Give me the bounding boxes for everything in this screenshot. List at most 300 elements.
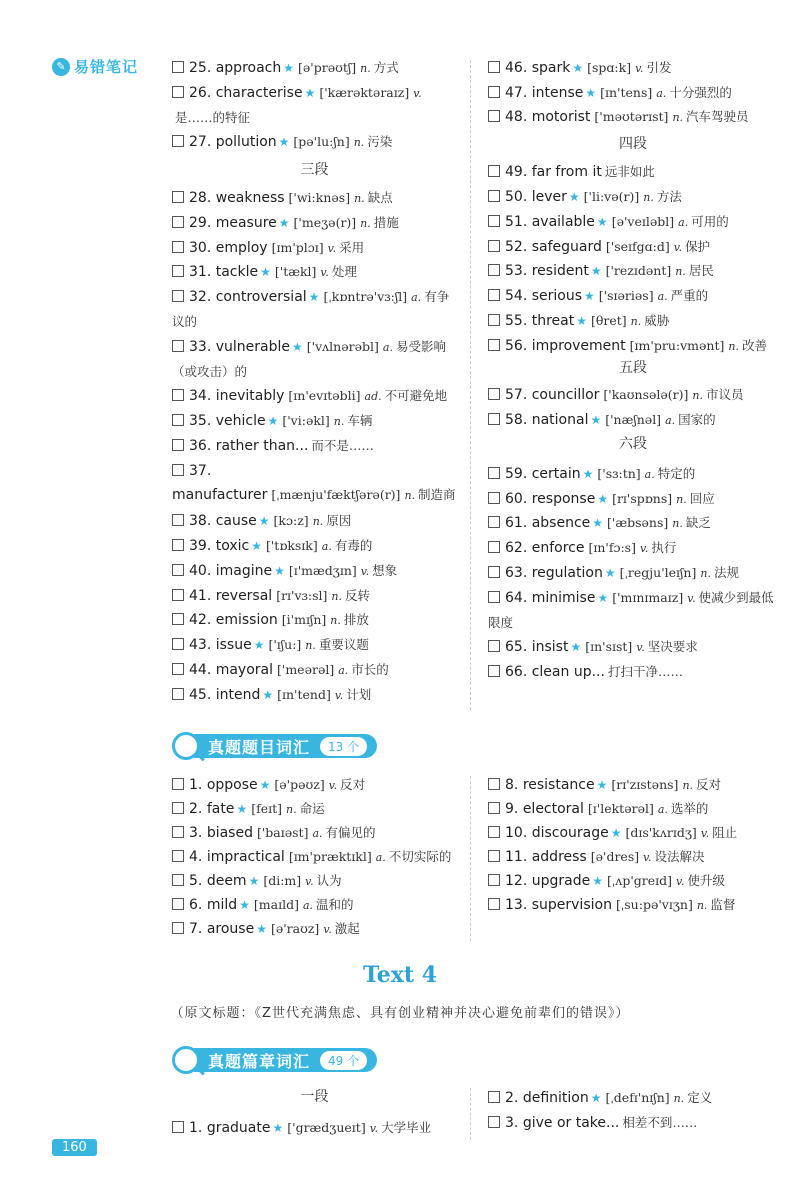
magnifier-icon [172,732,200,760]
section-subheading: 五段 [619,360,647,376]
checkbox[interactable] [488,110,500,122]
checkbox[interactable] [172,539,184,551]
entry-number: 8. [505,777,519,793]
star-icon: ★ [568,190,580,204]
checkbox[interactable] [488,898,500,910]
page-number: 160 [52,1139,97,1156]
checkbox[interactable] [172,663,184,675]
entry-part-of-speech: n. [353,136,365,149]
entry-meaning: 激起 [334,921,360,936]
entry-part-of-speech: n. [728,340,739,353]
entry-meaning: 重要议题 [318,637,369,652]
star-icon: ★ [585,86,597,100]
checkbox[interactable] [488,190,500,202]
entry-part-of-speech: v. [320,266,329,279]
checkbox[interactable] [172,778,184,790]
star-icon: ★ [570,640,582,654]
entry-meaning: 反对 [696,777,722,792]
column-divider [470,1088,471,1140]
entry-meaning: 有偏见的 [325,825,376,840]
entry-phonetic: [dɪs'kʌrɪdʒ] [625,825,697,840]
entry-meaning: 排放 [343,612,369,627]
star-icon: ★ [596,215,608,229]
entry-number: 7. [189,921,203,937]
checkbox[interactable] [172,802,184,814]
entry-phonetic: ['ɪʃu:] [268,637,302,652]
entry-meaning: 采用 [339,240,365,255]
entry-meaning: 是……的特征 [175,110,251,125]
checkbox[interactable] [172,826,184,838]
entry-part-of-speech: v. [334,689,344,702]
checkbox[interactable] [488,541,500,553]
vocab-entry [488,235,778,260]
entry-number: 34. [189,388,212,404]
entry-phonetic: ['sɜ:tn] [597,466,641,481]
entry-word: upgrade [531,873,591,889]
entry-phonetic: ['li:və(r)] [583,189,640,204]
entry-word: characterise [215,85,303,101]
entry-part-of-speech: n. [330,614,341,627]
star-icon: ★ [258,514,270,528]
entry-number: 36. [189,438,212,454]
entry-meaning: 处理 [331,264,357,279]
checkbox[interactable] [172,61,184,73]
entry-word: oppose [206,777,258,793]
entry-phonetic: [ɪm'plɔɪ] [271,240,324,255]
checkbox[interactable] [488,61,500,73]
original-title: （原文标题：《Z世代充满焦虑、具有创业精神并决心避免前辈们的错误》） [170,1006,630,1021]
vocab-entry [172,260,457,285]
star-icon: ★ [278,216,290,230]
section-subheading: 三段 [300,162,329,178]
entry-number: 43. [189,637,212,653]
entry-phonetic: ['meərəl] [277,662,335,677]
checkbox[interactable] [172,898,184,910]
magnifier-icon [172,1046,200,1074]
entry-part-of-speech: n. [673,1092,685,1105]
entry-number: 51. [505,214,528,230]
entry-meaning: 十分强烈的 [669,85,732,100]
entry-word: toxic [215,538,250,554]
entry-phonetic: ['baɪəst] [256,825,309,840]
vocab-entry [488,561,778,586]
checkbox[interactable] [488,826,500,838]
entry-phonetic: ['seɪfgɑ:d] [605,239,670,254]
entry-part-of-speech: n. [331,590,343,603]
entry-word: give or take... [522,1115,620,1131]
part1-right-column [488,56,778,716]
checkbox[interactable] [172,86,184,98]
entry-number: 38. [189,513,212,529]
entry-word: absence [531,515,591,531]
entry-part-of-speech: v. [360,565,370,578]
entry-number: 57. [505,387,528,403]
entry-word: spark [531,60,571,76]
entry-meaning: 易受影响（或攻击）的 [172,339,446,379]
entry-meaning: 远非如此 [604,164,655,179]
entry-number: 25. [189,60,212,76]
vocab-entry [488,210,778,235]
entry-meaning: 措施 [373,215,399,230]
entry-phonetic: [rɪ'zɪstəns] [611,777,679,792]
entry-part-of-speech: a. [312,827,323,840]
entry-phonetic: ['vʌlnərəbl] [306,339,379,354]
entry-number: 37. [189,463,212,479]
star-icon: ★ [308,290,320,304]
entry-word: graduate [206,1120,271,1136]
entry-meaning: 回应 [689,491,715,506]
checkbox[interactable] [172,613,184,625]
checkbox[interactable] [488,289,500,301]
entry-meaning: 反对 [340,777,366,792]
entry-phonetic: [ˌmænju'fæktʃərə(r)] [271,487,401,502]
checkbox[interactable] [488,240,500,252]
vocab-entry [488,334,778,359]
checkbox[interactable] [172,850,184,862]
entry-part-of-speech: v. [676,875,685,888]
checkbox[interactable] [172,340,184,352]
entry-part-of-speech: a. [411,291,422,304]
vocab-entry [488,185,778,210]
vocab-entry [488,845,778,870]
checkbox[interactable] [488,591,500,603]
checkbox[interactable] [172,464,184,476]
vocab-entry [172,186,457,211]
checkbox[interactable] [172,135,184,147]
checkbox[interactable] [172,389,184,401]
entry-number: 40. [189,563,212,579]
entry-part-of-speech: n. [630,315,642,328]
entry-part-of-speech: n. [305,639,316,652]
entry-word: reversal [215,588,273,604]
vocab-entry [488,284,778,309]
entry-meaning: 特定的 [657,466,696,481]
vocab-entry [488,1086,778,1111]
vocab-entry [488,586,778,635]
entry-word: biased [206,825,253,841]
entry-word: definition [522,1090,589,1106]
entry-word: mayoral [215,662,274,678]
entry-part-of-speech: n. [682,779,694,792]
entry-word: address [531,849,587,865]
entry-part-of-speech: n. [312,515,324,528]
checkbox[interactable] [488,388,500,400]
checkbox[interactable] [172,191,184,203]
vocab-entry [488,511,778,536]
entry-word: emission [215,612,278,628]
checkbox[interactable] [488,86,500,98]
entry-phonetic: [ɪn'fɔ:s] [588,540,636,555]
vocab-entry [172,211,457,236]
star-icon: ★ [283,61,294,75]
vocab-entry [172,409,457,434]
entry-phonetic: [ə'veɪləbl] [611,214,675,229]
entry-number: 64. [505,590,528,606]
vocab-entry [488,635,778,660]
checkbox[interactable] [488,1116,500,1128]
star-icon: ★ [253,638,265,652]
checkbox[interactable] [488,640,500,652]
star-icon: ★ [590,413,602,427]
entry-part-of-speech: v. [687,592,696,605]
section-subheading: 六段 [619,436,647,452]
star-icon: ★ [259,778,271,792]
checkbox[interactable] [488,413,500,425]
vocab-entry [172,658,457,683]
entry-part-of-speech: n. [696,899,708,912]
checkbox[interactable] [488,516,500,528]
entry-meaning: 不切实际的 [388,849,452,864]
banner-count: 13 个 [320,737,367,756]
entry-phonetic: [ə'raʊz] [270,921,320,936]
banner-count: 49 个 [320,1051,367,1070]
checkbox[interactable] [488,467,500,479]
entry-phonetic: ['məʊtərɪst] [594,109,669,124]
entry-meaning: 使升级 [687,873,725,888]
entry-meaning: 国家的 [678,412,716,427]
entry-number: 2. [505,1090,519,1106]
star-icon: ★ [597,492,609,506]
star-icon: ★ [590,264,602,278]
entry-meaning: 反转 [345,588,371,603]
entry-number: 35. [189,413,212,429]
checkbox[interactable] [172,241,184,253]
checkbox[interactable] [488,874,500,886]
checkbox[interactable] [172,564,184,576]
vocab-entry [488,160,778,184]
entry-phonetic: [ˌregju'leɪʃn] [619,565,697,580]
entry-meaning: 引发 [646,60,672,75]
checkbox[interactable] [488,264,500,276]
entry-part-of-speech: n. [354,192,365,205]
entry-word: safeguard [531,239,602,255]
checkbox[interactable] [172,922,184,934]
entry-part-of-speech: a. [657,803,668,816]
entry-phonetic: ['kærəktəraɪz] [319,85,410,100]
entry-number: 26. [189,85,212,101]
vocab-entry [488,1111,778,1135]
entry-part-of-speech: n. [333,415,345,428]
entry-part-of-speech: v. [700,827,710,840]
entry-number: 56. [505,338,528,354]
entry-word: intend [215,687,261,703]
entry-number: 30. [189,240,212,256]
entry-word: mild [206,897,238,913]
passage-vocab-right-column [488,1086,778,1146]
vocab-entry [172,845,457,870]
entry-number: 13. [505,897,528,913]
star-icon: ★ [291,340,303,354]
vocab-entry [488,536,778,561]
entry-part-of-speech: n. [672,517,683,530]
entry-number: 60. [505,491,528,507]
entry-part-of-speech: v. [369,1122,379,1135]
checkbox[interactable] [488,665,500,677]
entry-meaning: 居民 [688,263,714,278]
entry-phonetic: ['wi:knəs] [288,190,351,205]
entry-phonetic: [ˌʌp'greɪd] [606,873,673,888]
entry-number: 5. [189,873,203,889]
entry-meaning: 计划 [346,687,372,702]
checkbox[interactable] [172,514,184,526]
entry-phonetic: [ɪn'tens] [600,85,653,100]
side-tag [52,56,138,77]
section-subheading: 四段 [619,136,647,152]
checkbox[interactable] [488,492,500,504]
entry-number: 1. [189,777,203,793]
checkbox[interactable] [488,802,500,814]
entry-phonetic: [ɪm'præktɪkl] [288,849,372,864]
entry-meaning: 阻止 [712,825,738,840]
entry-number: 41. [189,588,212,604]
entry-meaning: 可用的 [691,214,729,229]
entry-meaning: 严重的 [670,288,709,303]
entry-phonetic: [rɪ'vɜ:sl] [276,588,328,603]
entry-number: 53. [505,263,528,279]
entry-phonetic: [θret] [590,313,627,328]
star-icon: ★ [239,898,250,912]
checkbox[interactable] [172,874,184,886]
checkbox[interactable] [172,439,184,451]
entry-part-of-speech: n. [404,489,416,502]
star-icon: ★ [251,539,262,553]
checkbox[interactable] [172,688,184,700]
entry-number: 46. [505,60,528,76]
entry-phonetic: [ɪn'tend] [277,687,331,702]
star-icon: ★ [576,314,587,328]
checkbox[interactable] [172,414,184,426]
vocab-entry [172,56,457,81]
checkbox[interactable] [488,339,500,351]
checkbox[interactable] [488,566,500,578]
star-icon: ★ [610,826,622,840]
entry-part-of-speech: a. [665,414,676,427]
vocab-entry [172,236,457,261]
entry-word: available [531,214,595,230]
checkbox[interactable] [172,216,184,228]
checkbox[interactable] [488,215,500,227]
checkbox[interactable] [488,850,500,862]
vocab-entry [172,81,457,130]
side-tag-label: 易错笔记 [74,58,139,76]
entry-number: 47. [505,85,528,101]
entry-part-of-speech: v. [636,641,645,654]
entry-phonetic: [ˌkɒntrə'vɜ:ʃl] [323,289,408,304]
entry-phonetic: ['tækl] [274,264,317,279]
question-vocab-left-column [172,773,457,948]
vocab-entry [172,285,457,334]
entry-meaning: 坚决要求 [647,639,698,654]
entry-phonetic: ['rezɪdənt] [605,263,672,278]
entry-word: lever [531,189,567,205]
vocab-entry [488,487,778,512]
entry-word: vulnerable [215,339,290,355]
entry-number: 44. [189,662,212,678]
entry-number: 11. [505,849,528,865]
vocab-entry [172,1116,457,1141]
entry-meaning: 大学毕业 [381,1120,432,1135]
entry-phonetic: [ə'prəʊtʃ] [298,60,357,75]
entry-meaning: 方法 [656,189,682,204]
entry-phonetic: [pə'lu:ʃn] [293,134,350,149]
entry-part-of-speech: v. [673,241,683,254]
checkbox[interactable] [488,1091,500,1103]
entry-phonetic: [spɑ:k] [587,60,632,75]
entry-part-of-speech: n. [672,111,684,124]
entry-number: 6. [189,897,203,913]
entry-phonetic: [ə'pəʊz] [274,777,325,792]
entry-phonetic: ['meʒə(r)] [293,215,357,230]
entry-number: 9. [505,801,519,817]
star-icon: ★ [267,414,279,428]
passage-vocab-banner [172,1046,377,1074]
entry-part-of-speech: a. [302,899,314,912]
checkbox[interactable] [172,1121,184,1133]
vocab-entry [172,509,457,534]
checkbox[interactable] [488,314,500,326]
vocab-entry [172,797,457,822]
entry-meaning: 方式 [373,60,399,75]
entry-number: 54. [505,288,528,304]
entry-phonetic: [kɔ:z] [273,513,309,528]
entry-part-of-speech: n. [700,567,711,580]
question-vocab-right-column [488,773,778,948]
checkbox[interactable] [488,165,500,177]
entry-part-of-speech: v. [413,87,422,100]
entry-phonetic: ['kaʊnsələ(r)] [603,387,689,402]
entry-number: 39. [189,538,212,554]
entry-part-of-speech: n. [675,265,686,278]
vocab-entry [172,893,457,918]
checkbox[interactable] [488,778,500,790]
entry-number: 66. [505,664,528,680]
entry-phonetic: ['tɒksɪk] [265,538,318,553]
entry-number: 59. [505,466,528,482]
entry-phonetic: [maɪld] [253,897,299,912]
entry-word: impractical [206,849,285,865]
banner-title: 真题篇章词汇 [208,1051,311,1071]
entry-meaning: 改善 [741,338,767,353]
vocab-entry [488,383,778,408]
entry-part-of-speech: v. [328,779,338,792]
entry-part-of-speech: n. [692,389,703,402]
vocab-entry [488,893,778,918]
star-icon: ★ [304,86,316,100]
entry-part-of-speech: v. [323,923,332,936]
entry-meaning: 法规 [713,565,739,580]
entry-number: 49. [505,164,528,180]
entry-word: inevitably [215,388,285,404]
vocab-entry [172,608,457,633]
entry-phonetic: ['næʃnəl] [605,412,662,427]
banner-title: 真题题目词汇 [208,737,311,757]
entry-part-of-speech: v. [643,851,652,864]
checkbox[interactable] [172,290,184,302]
entry-word: intense [531,85,584,101]
star-icon: ★ [582,467,594,481]
entry-word: insist [531,639,569,655]
entry-part-of-speech: a. [382,341,393,354]
checkbox[interactable] [172,638,184,650]
entry-number: 4. [189,849,203,865]
checkbox[interactable] [172,589,184,601]
entry-word: resistance [522,777,595,793]
vocab-entry [172,773,457,798]
star-icon: ★ [590,1091,602,1105]
vocab-entry [172,384,457,409]
entry-part-of-speech: v. [327,242,337,255]
checkbox[interactable] [172,265,184,277]
